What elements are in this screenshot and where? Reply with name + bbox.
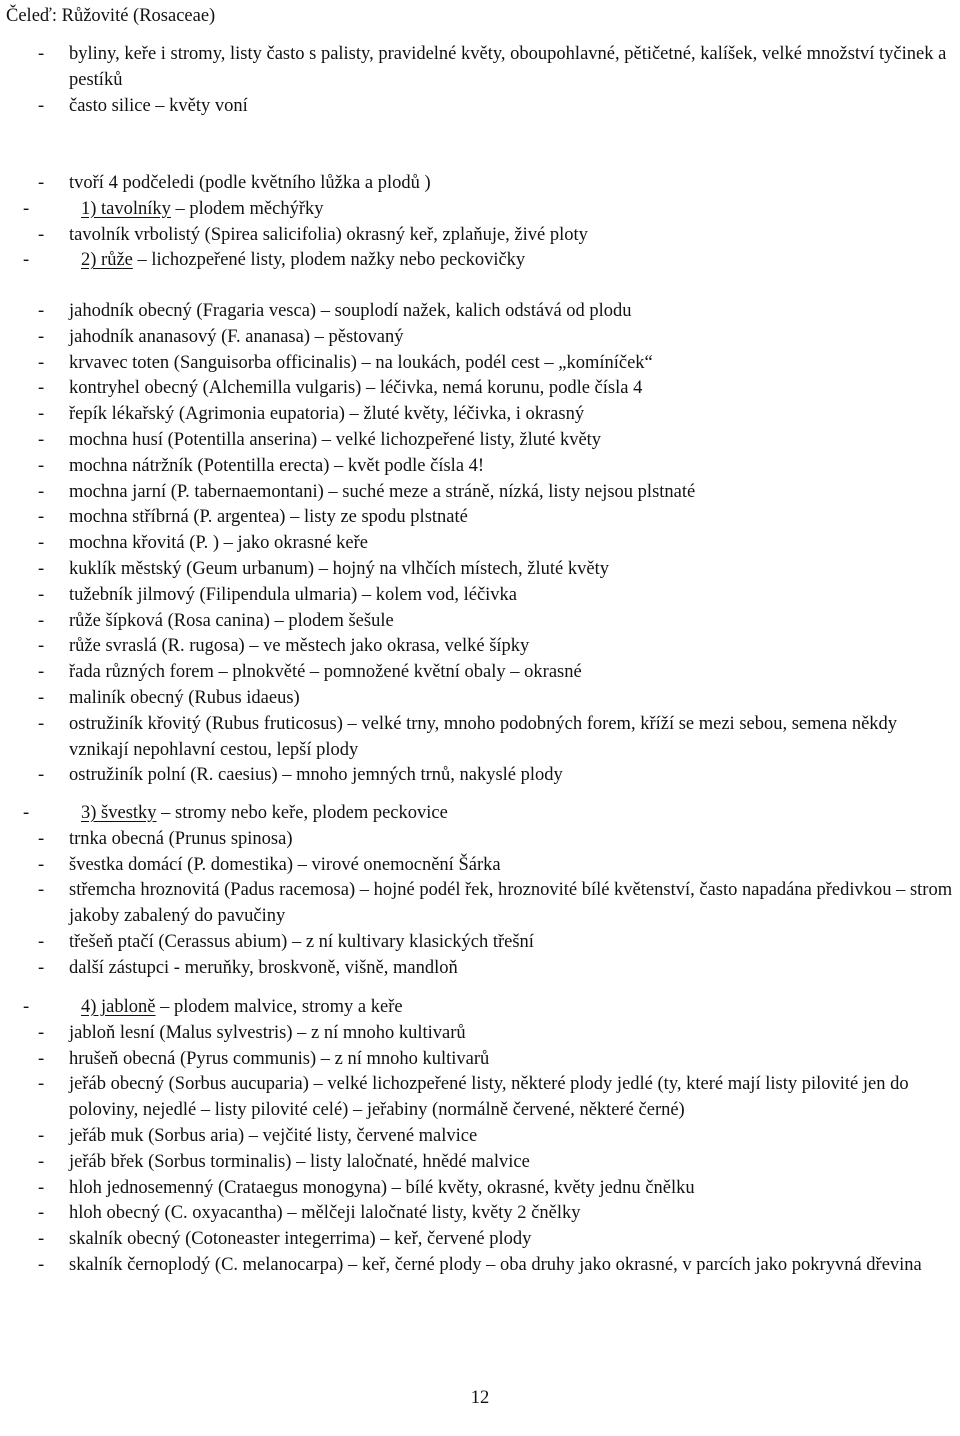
list-item-text: hloh jednosemenný (Crataegus monogyna) – bílé květy, okrasné, květy jednu čnělku [69, 1177, 695, 1198]
dash-bullet: - [23, 803, 30, 823]
list-item [0, 454, 960, 480]
list-item-text: mochna křovitá (P. ) – jako okrasné keře [69, 533, 368, 554]
dash-bullet: - [38, 301, 45, 321]
dash-bullet: - [38, 481, 45, 502]
list-item [0, 712, 960, 764]
list-item [0, 223, 960, 249]
list-item [0, 42, 960, 94]
dash-bullet: - [38, 455, 45, 476]
list-item-text: skalník černoplodý (C. melanocarpa) – keř, černé plody – oba druhy jako okrasné, v parcích jako pokryvná dřevina [69, 1254, 922, 1275]
list-item-text: jeřáb obecný (Sorbus aucuparia) – velké lichozpeřené listy, některé plody jedlé (ty, které mají listy pilovité jen do poloviny, nejedlé – listy pilovité celé) – jeřabiny (normálně červené, některé černé) [69, 1074, 909, 1121]
subfamily-label: 1) tavolníky [81, 198, 171, 219]
list-item [0, 325, 960, 351]
dash-bullet: - [38, 584, 45, 605]
subfamily-description: – plodem měchýřky [170, 198, 324, 219]
dash-bullet: - [38, 558, 45, 579]
list-item [0, 1227, 960, 1253]
dash-bullet: - [38, 1125, 45, 1146]
dash-bullet: - [38, 1203, 45, 1224]
dash-bullet: - [38, 352, 45, 373]
list-item-text: střemcha hroznovitá (Padus racemosa) – hojné podél řek, hroznovité bílé květenství, často napadána předivkou – strom jakoby zabalený do pavučiny [69, 880, 953, 927]
list-item [0, 763, 960, 789]
dash-bullet: - [38, 957, 45, 978]
list-item [0, 505, 960, 531]
dash-bullet: - [38, 1254, 45, 1275]
dash-bullet: - [38, 828, 45, 849]
list-item-text: tužebník jilmový (Filipendula ulmaria) – kolem vod, léčivka [69, 584, 518, 605]
list-item-text: jahodník ananasový (F. ananasa) – pěstovaný [69, 326, 404, 347]
dash-bullet: - [38, 854, 45, 875]
list-item-text: jeřáb muk (Sorbus aria) – vejčité listy, červené malvice [69, 1125, 478, 1146]
svestky-section [0, 801, 960, 982]
list-item [0, 609, 960, 635]
list-item-text: jabloň lesní (Malus sylvestris) – z ní mnoho kultivarů [69, 1022, 466, 1043]
dash-bullet: - [38, 95, 45, 116]
subfamily-description: – stromy nebo keře, plodem peckovice [156, 803, 448, 823]
list-item-text: často silice – květy voní [69, 95, 248, 116]
list-item [0, 557, 960, 583]
list-item-text: mochna jarní (P. tabernaemontani) – suché meze a stráně, nízká, listy nejsou plstnaté [69, 481, 696, 502]
list-item-text: řada různých forem – plnokvěté – pomnožené květní obaly – okrasné [69, 662, 582, 683]
list-item-text: švestka domácí (P. domestika) – virové onemocnění Šárka [69, 854, 501, 875]
dash-bullet: - [38, 429, 45, 450]
subfamily-description: – plodem malvice, stromy a keře [155, 997, 403, 1017]
dash-bullet: - [23, 250, 30, 271]
list-item-text: maliník obecný (Rubus idaeus) [69, 687, 300, 708]
list-item [0, 376, 960, 402]
dash-bullet: - [38, 44, 45, 64]
list-item [0, 402, 960, 428]
list-item-text: třešeň ptačí (Cerassus abium) – z ní kultivary klasických třešní [69, 931, 534, 952]
subfamily-heading-ruze [0, 248, 960, 274]
subfamily-heading-tavolniky [0, 197, 960, 223]
list-item [0, 583, 960, 609]
list-item-text: jahodník obecný (Fragaria vesca) – souplodí nažek, kalich odstává od plodu [69, 301, 632, 321]
list-item-text: ostružiník polní (R. caesius) – mnoho jemných trnů, nakyslé plody [69, 765, 563, 786]
subfamily-heading-jablone [0, 995, 960, 1021]
dash-bullet: - [38, 765, 45, 786]
dash-bullet: - [38, 1048, 45, 1069]
list-item [0, 1072, 960, 1124]
dash-bullet: - [38, 1229, 45, 1250]
list-item-text: tvoří 4 podčeledi (podle květního lůžka a plodů ) [69, 173, 431, 193]
subfamily-heading-svestky [0, 801, 960, 827]
dash-bullet: - [23, 997, 30, 1017]
ruze-species-list [0, 299, 960, 789]
list-item-text: krvavec toten (Sanguisorba officinalis) – na loukách, podél cest – „komíníček“ [69, 352, 653, 373]
dash-bullet: - [38, 662, 45, 683]
dash-bullet: - [38, 1074, 45, 1095]
list-item-text: kontryhel obecný (Alchemilla vulgaris) – léčivka, nemá korunu, podle čísla 4 [69, 378, 643, 399]
list-item [0, 1150, 960, 1176]
page-heading: Čeleď: Růžovité (Rosaceae) [6, 6, 216, 26]
list-item [0, 827, 960, 853]
dash-bullet: - [38, 713, 45, 734]
subfamily-label: 2) růže [81, 250, 133, 271]
dash-bullet: - [38, 1177, 45, 1198]
dash-bullet: - [38, 224, 45, 245]
dash-bullet: - [38, 931, 45, 952]
dash-bullet: - [23, 198, 30, 219]
list-item [0, 1047, 960, 1073]
list-item [0, 1253, 960, 1279]
dash-bullet: - [38, 880, 45, 901]
list-item [0, 686, 960, 712]
dash-bullet: - [38, 173, 45, 193]
dash-bullet: - [38, 507, 45, 528]
list-item-text: skalník obecný (Cotoneaster integerrima) – keř, červené plody [69, 1229, 532, 1250]
dash-bullet: - [38, 610, 45, 631]
list-item-text: mochna nátržník (Potentilla erecta) – květ podle čísla 4! [69, 455, 485, 476]
page-number: 12 [470, 1388, 490, 1408]
list-item-text: ostružiník křovitý (Rubus fruticosus) – velké trny, mnoho podobných forem, kříží se mezi sebou, semena někdy vznikají nepohlavní cestou, lepší plody [69, 713, 898, 760]
list-item [0, 299, 960, 325]
list-item [0, 1176, 960, 1202]
list-item-text: hrušeň obecná (Pyrus communis) – z ní mnoho kultivarů [69, 1048, 490, 1069]
list-item [0, 94, 960, 120]
list-item-text: tavolník vrbolistý (Spirea salicifolia) okrasný keř, zplaňuje, živé ploty [69, 224, 588, 245]
list-item [0, 878, 960, 930]
subfamily-description: – lichozpeřené listy, plodem nažky nebo peckovičky [132, 250, 526, 271]
dash-bullet: - [38, 687, 45, 708]
dash-bullet: - [38, 636, 45, 657]
dash-bullet: - [38, 404, 45, 425]
list-item-text: jeřáb břek (Sorbus torminalis) – listy laločnaté, hnědé malvice [69, 1151, 530, 1172]
list-item-text: další zástupci - meruňky, broskvoně, višně, mandloň [69, 957, 458, 978]
list-item [0, 660, 960, 686]
list-item-text: trnka obecná (Prunus spinosa) [69, 828, 293, 849]
list-item [0, 480, 960, 506]
intro-list [0, 42, 960, 119]
list-item [0, 1201, 960, 1227]
list-item-text: mochna husí (Potentilla anserina) – velké lichozpeřené listy, žluté květy [69, 429, 602, 450]
list-item [0, 634, 960, 660]
dash-bullet: - [38, 378, 45, 399]
list-item [0, 531, 960, 557]
dash-bullet: - [38, 533, 45, 554]
subfamily-label: 4) jabloně [81, 997, 156, 1017]
list-item [0, 171, 960, 197]
list-item [0, 853, 960, 879]
list-item [0, 351, 960, 377]
list-item [0, 1124, 960, 1150]
list-item-text: kuklík městský (Geum urbanum) – hojný na vlhčích místech, žluté květy [69, 558, 609, 579]
dash-bullet: - [38, 326, 45, 347]
list-item [0, 956, 960, 982]
list-item [0, 1021, 960, 1047]
list-item-text: růže šípková (Rosa canina) – plodem šešule [69, 610, 394, 631]
list-item-text: řepík lékařský (Agrimonia eupatoria) – žluté květy, léčivka, i okrasný [69, 404, 585, 425]
list-item-text: mochna stříbrná (P. argentea) – listy ze spodu plstnaté [69, 507, 468, 528]
dash-bullet: - [38, 1022, 45, 1043]
list-item-text: růže svraslá (R. rugosa) – ve městech jako okrasa, velké šípky [69, 636, 530, 657]
jablone-section [0, 995, 960, 1279]
list-item [0, 428, 960, 454]
subfamilies-list [0, 171, 960, 274]
dash-bullet: - [38, 1151, 45, 1172]
subfamily-label: 3) švestky [81, 803, 157, 823]
list-item-text: byliny, keře i stromy, listy často s palisty, pravidelné květy, oboupohlavné, pětičetné, kalíšek, velké množství tyčinek a pestíků [69, 44, 947, 90]
list-item-text: hloh obecný (C. oxyacantha) – mělčeji laločnaté listy, květy 2 čnělky [69, 1203, 581, 1224]
list-item [0, 930, 960, 956]
